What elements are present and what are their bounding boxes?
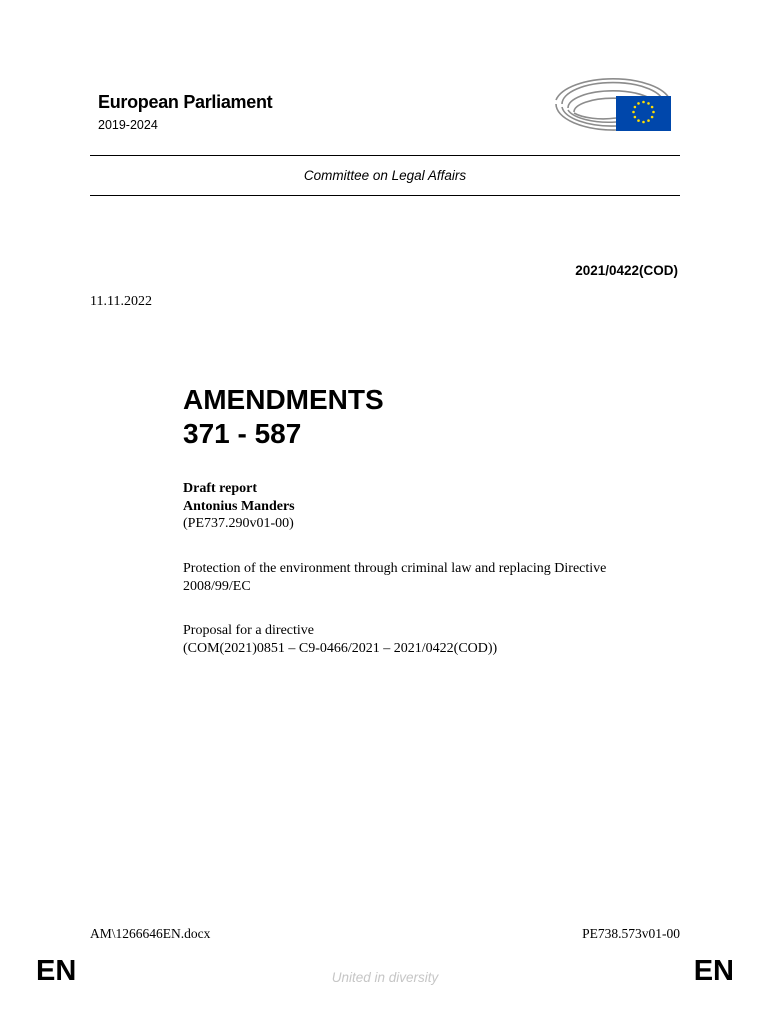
proposal-block <box>183 622 497 657</box>
language-code-right: EN <box>693 955 734 987</box>
eu-motto: United in diversity <box>331 970 439 985</box>
report-reference: (PE737.290v01-00) <box>183 516 294 531</box>
header-divider-top <box>90 155 680 156</box>
procedure-number: 2021/0422(COD) <box>575 263 678 278</box>
committee-name: Committee on Legal Affairs <box>303 168 467 183</box>
parliamentary-term: 2019-2024 <box>98 118 158 132</box>
institution-name: European Parliament <box>98 92 273 112</box>
language-code-left: EN <box>36 955 77 987</box>
rapporteur: Antonius Manders <box>183 498 295 514</box>
footer-pe-number: PE738.573v01-00 <box>582 926 680 941</box>
proposal-type: Proposal for a directive <box>183 623 315 638</box>
title-line-amendments: AMENDMENTS <box>183 384 384 415</box>
report-type: Draft report <box>183 481 257 496</box>
document-date: 11.11.2022 <box>90 294 152 309</box>
document-title <box>183 383 384 451</box>
header-divider-bottom <box>90 195 680 196</box>
footer-document-reference: AM\1266646EN.docx <box>90 926 211 941</box>
european-parliament-logo-icon <box>552 70 674 134</box>
report-block <box>183 480 295 533</box>
title-line-range: 371 - 587 <box>183 418 302 449</box>
proposal-reference: (COM(2021)0851 – C9-0466/2021 – 2021/0422(COD)) <box>183 640 498 656</box>
subject-text: Protection of the environment through criminal law and replacing Directive 2008/99/EC <box>183 561 607 594</box>
